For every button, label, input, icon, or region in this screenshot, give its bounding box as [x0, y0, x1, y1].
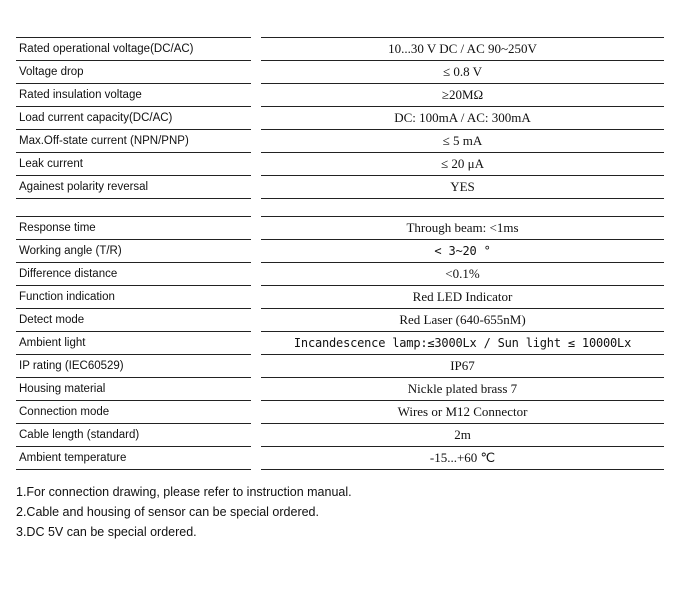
- spec-label: Connection mode: [16, 401, 251, 424]
- spec-value: <0.1%: [261, 263, 664, 286]
- spec-row-difference-distance: [16, 263, 664, 286]
- spec-row-response-time: [16, 217, 664, 240]
- spec-row-connection-mode: [16, 401, 664, 424]
- spec-table: [16, 38, 664, 470]
- spec-label: Ambient light: [16, 332, 251, 355]
- spec-value: 2m: [261, 424, 664, 447]
- spec-label: Rated operational voltage(DC/AC): [16, 38, 251, 61]
- spec-value: ≤ 0.8 V: [261, 61, 664, 84]
- spec-label: Againest polarity reversal: [16, 176, 251, 199]
- spec-row-off-state-current: [16, 130, 664, 153]
- spec-label: Max.Off-state current (NPN/PNP): [16, 130, 251, 153]
- spec-label: IP rating (IEC60529): [16, 355, 251, 378]
- spec-label: Detect mode: [16, 309, 251, 332]
- spec-row-rated-voltage: [16, 38, 664, 61]
- spec-value: Nickle plated brass 7: [261, 378, 664, 401]
- spec-row-ip-rating: [16, 355, 664, 378]
- spec-row-detect-mode: [16, 309, 664, 332]
- spec-row-load-current: [16, 107, 664, 130]
- footnote-1: 1.For connection drawing, please refer to instruction manual.: [16, 485, 352, 499]
- spec-label: Leak current: [16, 153, 251, 176]
- spec-label: Ambient temperature: [16, 447, 251, 470]
- spec-label: Working angle (T/R): [16, 240, 251, 263]
- spec-row-housing-material: [16, 378, 664, 401]
- spec-row-insulation-voltage: [16, 84, 664, 107]
- spec-label: Difference distance: [16, 263, 251, 286]
- spec-row-polarity-reversal: [16, 176, 664, 199]
- spec-value: Red LED Indicator: [261, 286, 664, 309]
- spec-label: Function indication: [16, 286, 251, 309]
- spec-value: Through beam: <1ms: [261, 217, 664, 240]
- spec-value: Incandescence lamp:≤3000Lx / Sun light ≤ 10000Lx: [261, 332, 664, 355]
- spec-value: ≤ 5 mA: [261, 130, 664, 153]
- spec-value: < 3~20 °: [261, 240, 664, 263]
- footnote-2: 2.Cable and housing of sensor can be special ordered.: [16, 505, 319, 519]
- spec-value: ≥20MΩ: [261, 84, 664, 107]
- spec-label: Response time: [16, 217, 251, 240]
- spec-row-ambient-temperature: [16, 447, 664, 470]
- spec-value: YES: [261, 176, 664, 199]
- spec-row-ambient-light: [16, 332, 664, 355]
- spec-label: Load current capacity(DC/AC): [16, 107, 251, 130]
- spec-row-function-indication: [16, 286, 664, 309]
- spec-row-voltage-drop: [16, 61, 664, 84]
- spec-label: Rated insulation voltage: [16, 84, 251, 107]
- spec-row-working-angle: [16, 240, 664, 263]
- spec-row-cable-length: [16, 424, 664, 447]
- spec-row-leak-current: [16, 153, 664, 176]
- spec-value: DC: 100mA / AC: 300mA: [261, 107, 664, 130]
- spec-value: -15...+60 ℃: [261, 447, 664, 470]
- spec-value: Wires or M12 Connector: [261, 401, 664, 424]
- spec-row-blank: [16, 199, 664, 217]
- footnote-3: 3.DC 5V can be special ordered.: [16, 525, 197, 539]
- spec-value: IP67: [261, 355, 664, 378]
- spec-label: Cable length (standard): [16, 424, 251, 447]
- spec-value: ≤ 20 μA: [261, 153, 664, 176]
- spec-label: Voltage drop: [16, 61, 251, 84]
- spec-value: 10...30 V DC / AC 90~250V: [261, 38, 664, 61]
- spec-value: Red Laser (640-655nM): [261, 309, 664, 332]
- spec-label: Housing material: [16, 378, 251, 401]
- footnotes: [16, 482, 352, 542]
